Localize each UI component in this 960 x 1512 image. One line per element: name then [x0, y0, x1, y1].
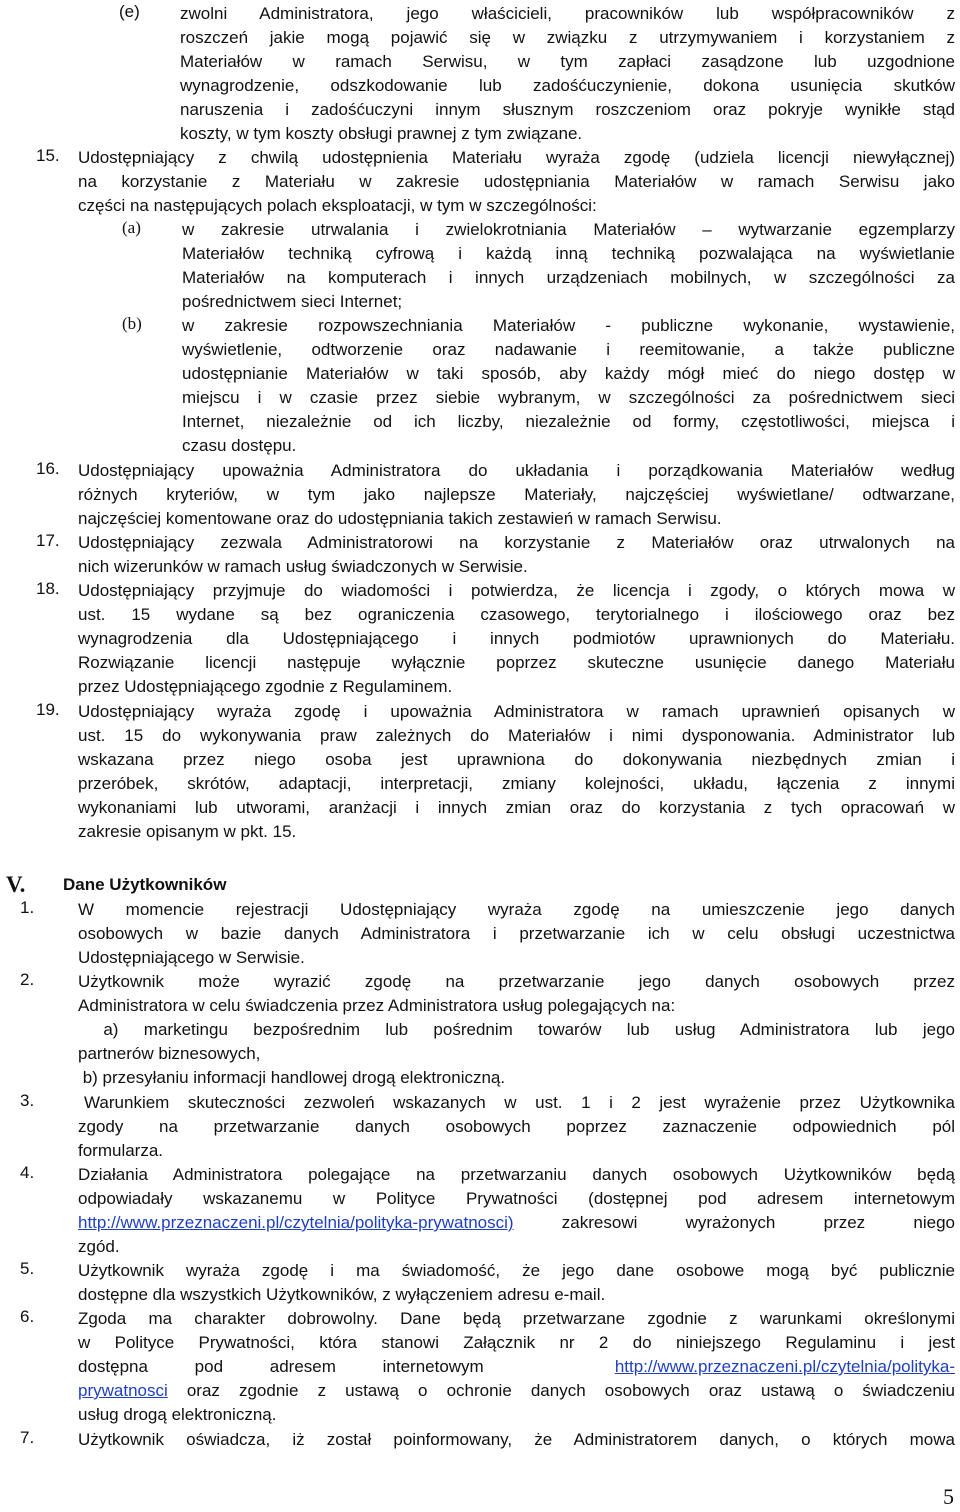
privacy-policy-link-continued[interactable]: prywatnosci: [78, 1381, 168, 1400]
subpoint-text: w zakresie utrwalania i zwielokrotniania Materiałów – wytwarzanie egzemplarzy Materiałów techniką cyfrową i każdą inną techniką pozwalająca na wyświetlanie Materiałów na komputerach i innych urządzeniach mobilnych, w szczególności za pośrednictwem sieci Internet;: [182, 220, 955, 311]
paragraph-text: Udostępniający wyraża zgodę i upoważnia Administratora w ramach uprawnień opisanych w ust. 15 do wykonywania praw zależnych do Materiałów i nimi dysponowania. Administrator lub wskazana przez niego osoba jest uprawniona do dokonywania niezbędnych zmian i przeróbek, skrótów, adaptacji, interpretacji, zmiany kolejności, układu, łączenia z innymi wykonaniami lub utworami, aranżacji i innych zmian oraz do korzystania z tych opracowań w zakresie opisanym w pkt. 15.: [78, 702, 955, 841]
paragraph-number: 17.: [36, 531, 60, 550]
section-title: Dane Użytkowników: [63, 875, 227, 894]
paragraph-number: 16.: [36, 459, 60, 478]
subpoint-label: (b): [122, 314, 142, 333]
paragraph-text: Udostępniający zezwala Administratorowi na korzystanie z Materiałów oraz utrwalonych na nich wizerunków w ramach usług świadczonych w Serwisie.: [78, 533, 955, 576]
paragraph-text: Użytkownik oświadcza, iż został poinformowany, że Administratorem danych, o których mowa: [78, 1430, 955, 1449]
paragraph-text: Zgoda ma charakter dobrowolny. Dane będą przetwarzane zgodnie z warunkami określonymi w Polityce Prywatności, która stanowi Załącznik nr 2 do niniejszego Regulaminu i jest dostępna pod adresem internetowym http://www.przeznaczeni.pl/czytelnia/polityka- prywatnosci oraz zgodnie z ustawą o ochronie danych osobowych oraz ustawą o świadczeniu usług drogą elektroniczną.: [78, 1309, 955, 1424]
subpoint-text: w zakresie rozpowszechniania Materiałów - publiczne wykonanie, wystawienie, wyświetlenie, odtworzenie oraz nadawanie i reemitowanie, a także publiczne udostępnianie Materiałów w taki sposób, aby każdy mógł mieć do niego dostęp w miejscu i w czasie przez siebie wybranym, w szczególności za pośrednictwem sieci Internet, niezależnie od ich liczby, niezależnie od formy, częstotliwości, miejsca i czasu dostępu.: [182, 316, 955, 455]
section-number: V.: [6, 872, 26, 897]
subpoint-label: (a): [122, 218, 141, 237]
paragraph-number: 6.: [20, 1307, 35, 1326]
privacy-policy-link[interactable]: http://www.przeznaczeni.pl/czytelnia/polityka-: [614, 1357, 955, 1376]
clause-e-label: (e): [119, 2, 140, 21]
paragraph-text: Udostępniający z chwilą udostępnienia Materiału wyraża zgodę (udziela licencji niewyłącznej) na korzystanie z Materiału w zakresie udostępniania Materiałów w ramach Serwisu jako części na następujących polach eksploatacji, w tym w szczególności:: [78, 148, 955, 215]
paragraph-number: 1.: [20, 898, 35, 917]
paragraph-number: 15.: [36, 146, 60, 165]
clause-e-text: zwolni Administratora, jego właścicieli, pracowników lub współpracowników z roszczeń jakie mogą pojawić się w związku z utrzymywaniem i korzystaniem z Materiałów w ramach Serwisu, w tym zapłaci zasądzone lub uzgodnione wynagrodzenie, odszkodowanie lub zadośćuczynienie, dokona usunięcia skutków naruszenia i zadośćuczyni innym słusznym roszczeniom oraz pokryje wynikłe stąd koszty, w tym koszty obsługi prawnej z tym związane.: [180, 4, 955, 143]
paragraph-number: 5.: [20, 1259, 35, 1278]
paragraph-text: Udostępniający upoważnia Administratora do układania i porządkowania Materiałów według różnych kryteriów, w tym jako najlepsze Materiały, najczęściej wyświetlane/ odtwarzane, najczęściej komentowane oraz do udostępniania takich zestawień w ramach Serwisu.: [78, 461, 955, 528]
paragraph-text: Użytkownik wyraża zgodę i ma świadomość, że jego dane osobowe mogą być publicznie dostępne dla wszystkich Użytkowników, z wyłączeniem adresu e-mail.: [78, 1261, 955, 1304]
paragraph-text: Działania Administratora polegające na przetwarzaniu danych osobowych Użytkowników będą odpowiadały wskazanemu w Polityce Prywatności (dostępnej pod adresem internetowym http://www.przeznaczeni.pl/czytelnia/polityka-prywatnosci) zakresowi wyrażonych przez niego zgód.: [78, 1165, 955, 1256]
paragraph-number: 3.: [20, 1091, 35, 1110]
paragraph-number: 2.: [20, 970, 35, 989]
paragraph-text: Użytkownik może wyrazić zgodę na przetwarzanie jego danych osobowych przez Administratora w celu świadczenia przez Administratora usług polegających na: a) marketingu bezpośrednim lub pośrednim towarów lub usług Administratora lub jego partnerów biznesowych, b) przesyłaniu informacji handlowej drogą elektroniczną.: [78, 972, 955, 1087]
paragraph-number: 19.: [36, 700, 60, 719]
page-number: 5: [943, 1484, 954, 1509]
privacy-policy-link[interactable]: http://www.przeznaczeni.pl/czytelnia/polityka-prywatnosci): [78, 1213, 514, 1232]
paragraph-number: 18.: [36, 579, 60, 598]
paragraph-number: 4.: [20, 1163, 35, 1182]
paragraph-text: Warunkiem skuteczności zezwoleń wskazanych w ust. 1 i 2 jest wyrażenie przez Użytkownika zgody na przetwarzanie danych osobowych poprzez zaznaczenie odpowiednich pól formularza.: [78, 1093, 955, 1160]
paragraph-text: W momencie rejestracji Udostępniający wyraża zgodę na umieszczenie jego danych osobowych w bazie danych Administratora i przetwarzanie ich w celu obsługi uczestnictwa Udostępniającego w Serwisie.: [78, 900, 955, 967]
paragraph-number: 7.: [20, 1428, 35, 1447]
paragraph-text: Udostępniający przyjmuje do wiadomości i potwierdza, że licencja i zgody, o których mowa w ust. 15 wydane są bez ograniczenia czasowego, terytorialnego i ilościowego oraz bez wynagrodzenia dla Udostępniającego i innych podmiotów uprawnionych do Materiału. Rozwiązanie licencji następuje wyłącznie poprzez skuteczne usunięcie danego Materiału przez Udostępniającego zgodnie z Regulaminem.: [78, 581, 955, 696]
